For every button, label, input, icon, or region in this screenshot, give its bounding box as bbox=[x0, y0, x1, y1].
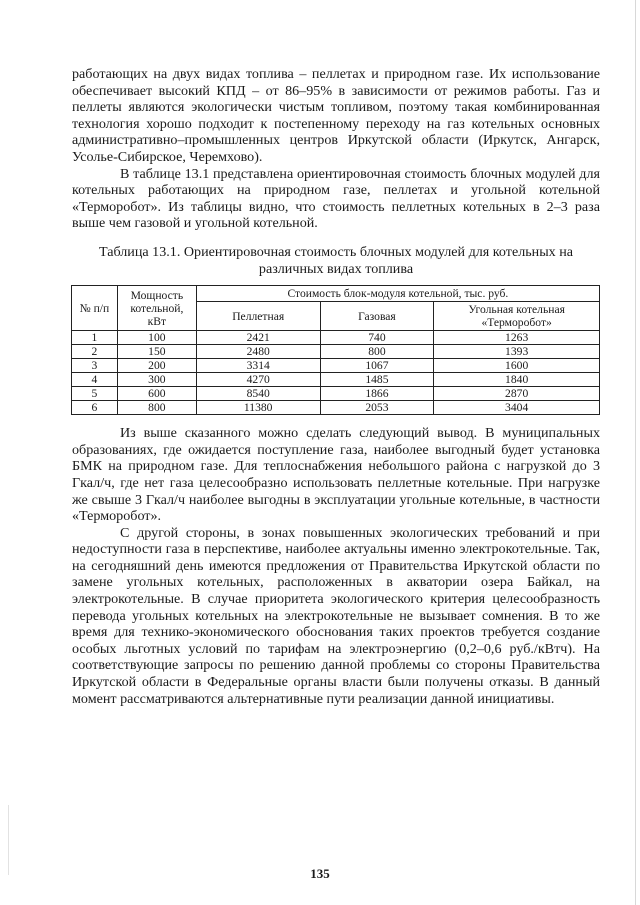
header-power: Мощность котельной, кВт bbox=[117, 286, 196, 331]
cell-gas: 1485 bbox=[320, 373, 434, 387]
table-row bbox=[72, 387, 600, 401]
header-cost-group: Стоимость блок-модуля котельной, тыс. руб. bbox=[196, 286, 599, 302]
table-row bbox=[72, 401, 600, 415]
cell-power: 300 bbox=[117, 373, 196, 387]
header-pellet: Пеллетная bbox=[196, 302, 320, 331]
cell-pellet: 3314 bbox=[196, 359, 320, 373]
cell-num: 2 bbox=[72, 345, 118, 359]
header-num: № п/п bbox=[72, 286, 118, 331]
cell-num: 4 bbox=[72, 373, 118, 387]
cell-power: 150 bbox=[117, 345, 196, 359]
cell-coal: 3404 bbox=[434, 401, 600, 415]
paragraph-2: В таблице 13.1 представлена ориентировочная стоимость блочных модулей для котельных работающих на природном газе, пеллетах и угольной котельной «Терморобот». Из таблицы видно, что стоимость пеллетных котельных в 2–3 раза выше чем газовой и угольной котельной. bbox=[72, 165, 600, 232]
cell-coal: 1840 bbox=[434, 373, 600, 387]
table-row bbox=[72, 373, 600, 387]
cell-coal: 1600 bbox=[434, 359, 600, 373]
cell-num: 5 bbox=[72, 387, 118, 401]
page-number: 135 bbox=[310, 866, 330, 881]
margin-mark bbox=[8, 805, 9, 875]
cell-power: 800 bbox=[117, 401, 196, 415]
cell-power: 100 bbox=[117, 331, 196, 345]
document-body bbox=[72, 66, 600, 707]
cell-gas: 1866 bbox=[320, 387, 434, 401]
cell-num: 1 bbox=[72, 331, 118, 345]
cell-pellet: 4270 bbox=[196, 373, 320, 387]
table-row bbox=[72, 331, 600, 345]
cell-pellet: 8540 bbox=[196, 387, 320, 401]
cell-coal: 1263 bbox=[434, 331, 600, 345]
header-coal: Угольная котельная «Терморобот» bbox=[434, 302, 600, 331]
header-gas: Газовая bbox=[320, 302, 434, 331]
cell-pellet: 11380 bbox=[196, 401, 320, 415]
cell-num: 6 bbox=[72, 401, 118, 415]
cell-gas: 1067 bbox=[320, 359, 434, 373]
cell-gas: 800 bbox=[320, 345, 434, 359]
cell-pellet: 2480 bbox=[196, 345, 320, 359]
paragraph-3: Из выше сказанного можно сделать следующий вывод. В муниципальных образованиях, где ожидается поступление газа, наиболее выгодный будет установка БМК на природном газе. Для теплоснабжения небольшого района с нагрузкой до 3 Гкал/ч, где нет газа целесообразно использовать пеллетные котельные. При нагрузке же свыше 3 Гкал/ч наиболее выгодны в эксплуатации угольные котельные, в частности «Терморобот». bbox=[72, 425, 600, 525]
cell-coal: 2870 bbox=[434, 387, 600, 401]
cell-pellet: 2421 bbox=[196, 331, 320, 345]
page-edge bbox=[635, 0, 636, 905]
table-row bbox=[72, 359, 600, 373]
cell-num: 3 bbox=[72, 359, 118, 373]
cell-gas: 740 bbox=[320, 331, 434, 345]
cell-power: 600 bbox=[117, 387, 196, 401]
cost-table bbox=[71, 285, 600, 415]
cell-gas: 2053 bbox=[320, 401, 434, 415]
cell-coal: 1393 bbox=[434, 345, 600, 359]
cell-power: 200 bbox=[117, 359, 196, 373]
paragraph-1: работающих на двух видах топлива – пеллетах и природном газе. Их использование обеспечивает высокий КПД – от 86–95% в зависимости от режимов работы. Газ и пеллеты являются экологически чистым топливом, поэтому такая комбинированная технология хорошо подходит к постепенному переходу на газ котельных основных административно–промышленных центров Иркутской области (Иркутск, Ангарск, Усолье-Сибирское, Черемхово). bbox=[72, 66, 600, 165]
table-row bbox=[72, 345, 600, 359]
table-caption: Таблица 13.1. Ориентировочная стоимость блочных модулей для котельных на различных видах топлива bbox=[98, 243, 574, 277]
paragraph-4: С другой стороны, в зонах повышенных экологических требований и при недоступности газа в перспективе, наиболее актуальны именно электрокотельные. Так, на сегодняшний день имеются предложения от Правительства Иркутской области по замене угольных котельных, расположенных в акватории озера Байкал, на электрокотельные. В случае приоритета экологического критерия целесообразность перевода угольных котельных на электрокотельные не вызывает сомнения. В то же время для технико-экономического обоснования таких проектов требуется создание особых льготных условий по тарифам на электроэнергию (0,2–0,6 руб./кВтч). На соответствующие запросы по решению данной проблемы со стороны Правительства Иркутской области в Федеральные органы власти были получены отказы. В данный момент рассматриваются альтернативные пути реализации данной инициативы. bbox=[72, 524, 600, 707]
